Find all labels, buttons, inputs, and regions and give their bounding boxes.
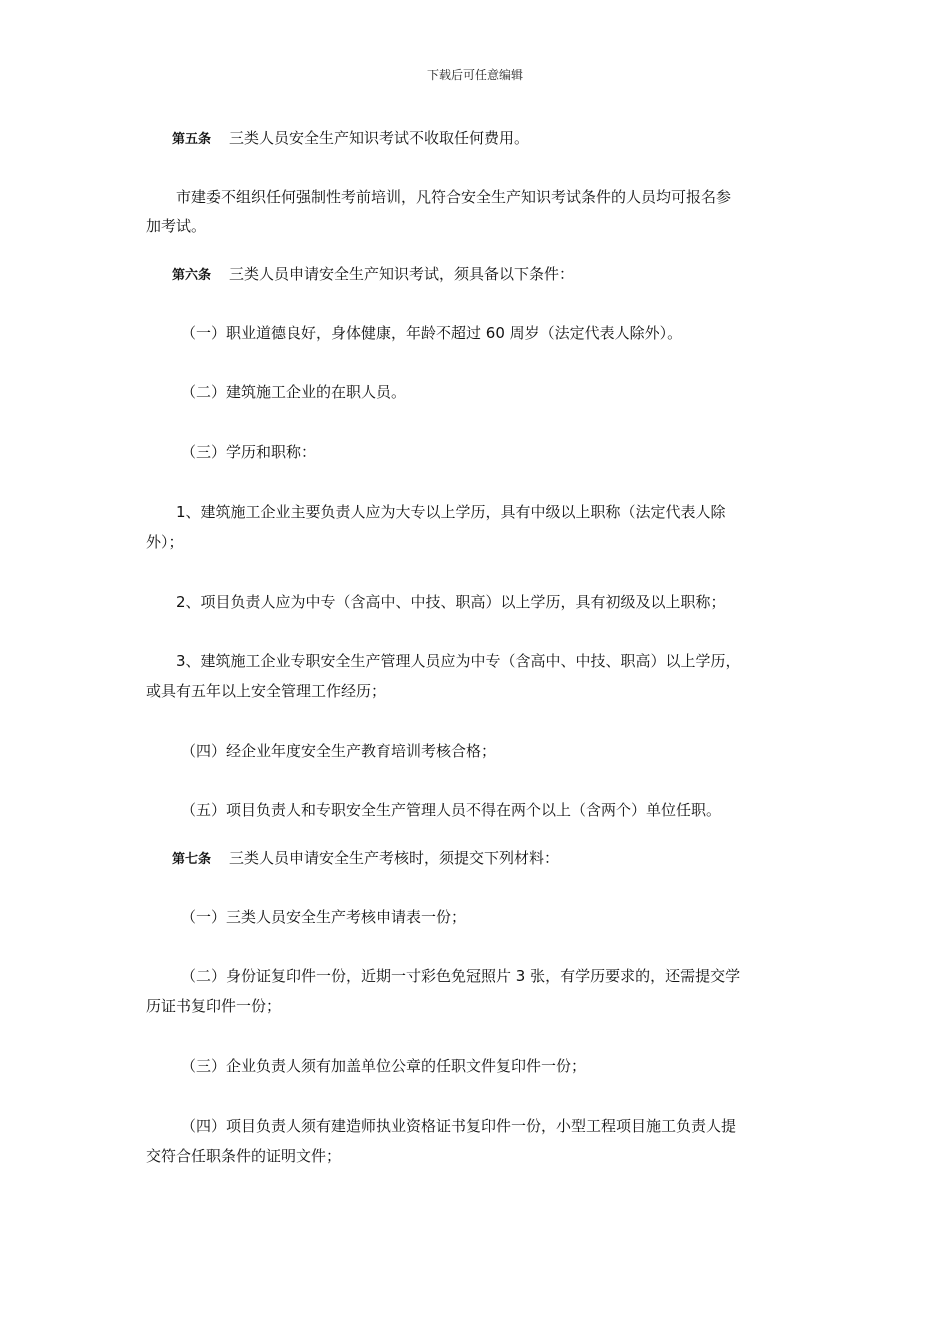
list-item: （二）建筑施工企业的在职人员。 <box>181 383 407 401</box>
list-item: （三）企业负责人须有加盖单位公章的任职文件复印件一份； <box>181 1057 587 1075</box>
article-text: 三类人员申请安全生产考核时，须提交下列材料： <box>229 849 560 867</box>
list-item: （二）身份证复印件一份，近期一寸彩色免冠照片 3 张，有学历要求的，还需提交学 <box>181 967 741 985</box>
article-text: 三类人员申请安全生产知识考试，须具备以下条件： <box>229 265 575 283</box>
list-item-continuation: 交符合任职条件的证明文件； <box>146 1147 342 1165</box>
list-item: （三）学历和职称： <box>181 443 317 461</box>
list-item: （四）项目负责人须有建造师执业资格证书复印件一份，小型工程项目施工负责人提 <box>181 1117 737 1135</box>
paragraph-line: 加考试。 <box>146 217 207 235</box>
list-item-continuation: 历证书复印件一份； <box>146 997 282 1015</box>
list-item: （一）三类人员安全生产考核申请表一份； <box>181 908 467 926</box>
list-item-continuation: 或具有五年以上安全管理工作经历； <box>146 682 387 700</box>
list-item: （五）项目负责人和专职安全生产管理人员不得在两个以上（含两个）单位任职。 <box>181 801 722 819</box>
list-item: 1、建筑施工企业主要负责人应为大专以上学历，具有中级以上职称（法定代表人除 <box>176 503 726 521</box>
list-item: 2、项目负责人应为中专（含高中、中技、职高）以上学历，具有初级及以上职称； <box>176 593 726 611</box>
list-item: 3、建筑施工企业专职安全生产管理人员应为中专（含高中、中技、职高）以上学历， <box>176 652 741 670</box>
article-6 <box>172 264 574 286</box>
list-item-continuation: 外）； <box>146 533 184 551</box>
article-7 <box>172 848 559 870</box>
article-5 <box>172 128 529 150</box>
paragraph-line: 市建委不组织任何强制性考前培训，凡符合安全生产知识考试条件的人员均可报名参 <box>176 188 732 206</box>
list-item: （一）职业道德良好，身体健康，年龄不超过 60 周岁（法定代表人除外）。 <box>181 324 683 342</box>
list-item: （四）经企业年度安全生产教育培训考核合格； <box>181 742 497 760</box>
article-number: 第七条 <box>172 852 212 867</box>
article-number: 第五条 <box>172 132 212 147</box>
article-text: 三类人员安全生产知识考试不收取任何费用。 <box>229 129 530 147</box>
page-header: 下载后可任意编辑 <box>426 68 523 82</box>
article-number: 第六条 <box>172 268 212 283</box>
